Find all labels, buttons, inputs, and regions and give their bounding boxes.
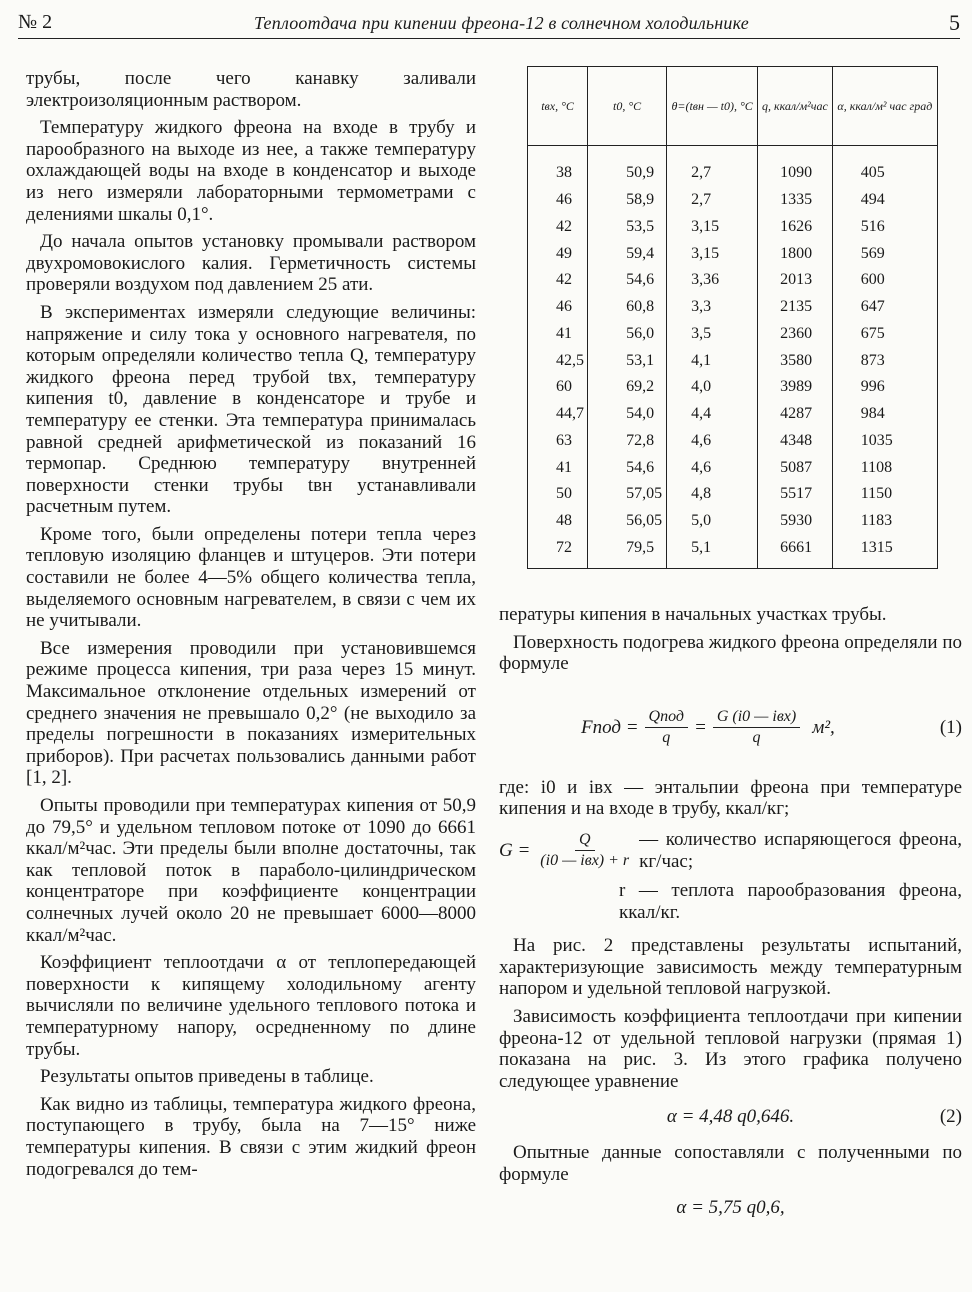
cell-alpha: 1108 — [832, 454, 937, 481]
table-row — [528, 427, 938, 454]
cell-alpha: 873 — [832, 347, 937, 374]
cell-q: 3580 — [758, 347, 833, 374]
table-body — [528, 146, 938, 569]
column-header-theta: θ=(tвн — t0), °C — [667, 67, 758, 146]
paragraph: На рис. 2 представлены результаты испытаний, характеризующие зависимость между температурным напором и удельной тепловой нагрузкой. — [499, 935, 962, 1000]
cell-theta: 3,5 — [667, 320, 758, 347]
paragraph: пературы кипения в начальных участках трубы. — [499, 604, 887, 625]
cell-theta: 3,36 — [667, 267, 758, 294]
table-row — [528, 534, 938, 568]
denominator: q — [752, 729, 761, 747]
cell-t-in: 63 — [528, 427, 588, 454]
cell-q: 5517 — [758, 481, 833, 508]
formula-3 — [499, 1196, 962, 1220]
left-column — [26, 68, 476, 1180]
cell-t-in: 41 — [528, 454, 588, 481]
cell-t-in: 44,7 — [528, 400, 588, 427]
page-number: 5 — [949, 10, 960, 35]
table-row — [528, 507, 938, 534]
cell-alpha: 516 — [832, 213, 937, 240]
cell-t0: 79,5 — [588, 534, 667, 568]
cell-q: 1800 — [758, 240, 833, 267]
cell-theta: 3,15 — [667, 240, 758, 267]
paragraph: Опытные данные сопоставляли с полученными по формуле — [499, 1142, 962, 1185]
formula-1 — [499, 705, 962, 751]
cell-t0: 54,0 — [588, 400, 667, 427]
definition-enthalpy: где: i0 и iвх — энтальпии фреона при температуре кипения и на входе в трубу, ккал/кг; — [499, 776, 962, 820]
page-header — [18, 8, 960, 39]
cell-t-in: 41 — [528, 320, 588, 347]
cell-q: 3989 — [758, 374, 833, 401]
cell-t-in: 60 — [528, 374, 588, 401]
cell-t0: 53,1 — [588, 347, 667, 374]
running-title: Теплоотдача при кипении фреона-12 в солнечном холодильнике — [254, 13, 749, 33]
cell-t-in: 49 — [528, 240, 588, 267]
cell-q: 4287 — [758, 400, 833, 427]
cell-theta: 4,1 — [667, 347, 758, 374]
cell-alpha: 569 — [832, 240, 937, 267]
cell-q: 1626 — [758, 213, 833, 240]
table-row — [528, 454, 938, 481]
formula-lhs: G = — [499, 840, 531, 862]
cell-alpha: 675 — [832, 320, 937, 347]
table-row — [528, 347, 938, 374]
cell-theta: 4,6 — [667, 454, 758, 481]
cell-alpha: 1315 — [832, 534, 937, 568]
cell-t0: 57,05 — [588, 481, 667, 508]
cell-t0: 54,6 — [588, 267, 667, 294]
table-row — [528, 481, 938, 508]
cell-q: 6661 — [758, 534, 833, 568]
cell-theta: 2,7 — [667, 187, 758, 214]
cell-t-in: 42 — [528, 213, 588, 240]
column-header-q: q, ккал/м²час — [758, 67, 833, 146]
paragraph: Все измерения проводили при установившемся режиме процесса кипения, три раза через 15 минут. Максимальное отклонение отдельных измерений от среднего значения не превышало 0,2° (не выходило за пределы погрешности в показаниях измерительных приборов). При расчетах пользовались данными работ [1, 2]. — [26, 637, 476, 789]
cell-t-in: 42,5 — [528, 347, 588, 374]
cell-t-in: 48 — [528, 507, 588, 534]
table-row — [528, 146, 938, 187]
table-row — [528, 267, 938, 294]
paragraph: В экспериментах измеряли следующие величины: напряжение и силу тока у основного нагревателя, по которым определяли количество тепла Q, температуру жидкого фреона перед трубой tвх, температуру кипения t0, давление в конденсаторе и трубе и температуру ее стенки. Эта температура принималась равной средней арифметической из показаний 16 термопар. Среднюю температуру внутренней поверхности стенки трубы tвн устанавливали расчетным путем. — [26, 301, 476, 518]
equation-number: (1) — [939, 716, 962, 738]
cell-t0: 58,9 — [588, 187, 667, 214]
formula-g — [499, 828, 962, 874]
table-row — [528, 294, 938, 321]
cell-t0: 54,6 — [588, 454, 667, 481]
paragraph: Кроме того, были определены потери тепла через тепловую изоляцию фланцев и штуцеров. Эти потери составили не более 4—5% общего количества тепла, выделяемого основным нагревателем, в связи с чем их не учитывали. — [26, 523, 476, 632]
cell-t0: 53,5 — [588, 213, 667, 240]
cell-theta: 5,1 — [667, 534, 758, 568]
cell-alpha: 1150 — [832, 481, 937, 508]
cell-theta: 4,4 — [667, 400, 758, 427]
journal-issue-number: № 2 — [18, 11, 53, 33]
cell-t-in: 42 — [528, 267, 588, 294]
numerator: Q — [575, 830, 595, 851]
cell-t0: 56,05 — [588, 507, 667, 534]
cell-alpha: 494 — [832, 187, 937, 214]
fraction — [645, 707, 688, 748]
cell-t-in: 38 — [528, 146, 588, 187]
cell-alpha: 600 — [832, 267, 937, 294]
numerator: G (i0 — iвх) — [713, 707, 800, 728]
cell-t-in: 72 — [528, 534, 588, 568]
cell-theta: 4,8 — [667, 481, 758, 508]
formula-text: α = 5,75 q0,6, — [676, 1196, 785, 1218]
cell-t0: 56,0 — [588, 320, 667, 347]
fraction — [713, 707, 800, 748]
cell-q: 2135 — [758, 294, 833, 321]
cell-q: 5930 — [758, 507, 833, 534]
paragraph: Температуру жидкого фреона на входе в трубу и парообразного на выходе из нее, а также температуру охлаждающей воды на входе в конденсатор и выходе из него измеряли лабораторными термометрами с делениями шкалы 0,1°. — [26, 117, 476, 225]
table-row — [528, 374, 938, 401]
fraction — [536, 830, 633, 871]
paragraph: Опыты проводили при температурах кипения от 50,9 до 79,5° и удельном тепловом потоке от 1090 до 6661 ккал/м²час. Эти пределы были вполне достаточны, так как тепловой поток в параболо-цилиндрическом концентраторе при коэффициенте концентрации солнечных лучей около 20 не превышает 6000—8000 ккал/м²час. — [26, 795, 476, 946]
cell-q: 1090 — [758, 146, 833, 187]
cell-t0: 60,8 — [588, 294, 667, 321]
cell-q: 1335 — [758, 187, 833, 214]
cell-theta: 4,0 — [667, 374, 758, 401]
column-header-t-in: tвх, °C — [528, 67, 588, 146]
formula-text: α = 4,48 q0,646. — [666, 1105, 795, 1127]
cell-q: 5087 — [758, 454, 833, 481]
denominator: q — [662, 729, 671, 747]
table-row — [528, 213, 938, 240]
cell-q: 4348 — [758, 427, 833, 454]
cell-t-in: 50 — [528, 481, 588, 508]
table-row — [528, 320, 938, 347]
column-header-alpha: α, ккал/м² час град — [832, 67, 937, 146]
cell-theta: 3,3 — [667, 294, 758, 321]
formula-unit: м², — [812, 716, 835, 738]
paragraph: Поверхность подогрева жидкого фреона определяли по формуле — [499, 631, 962, 675]
cell-alpha: 984 — [832, 400, 937, 427]
cell-t0: 50,9 — [588, 146, 667, 187]
cell-theta: 5,0 — [667, 507, 758, 534]
column-header-t0: t0, °C — [588, 67, 667, 146]
formula-2 — [499, 1104, 962, 1128]
table-row — [528, 400, 938, 427]
definition-g: — количество испаряющегося фреона, кг/час; — [639, 829, 962, 872]
paragraph: трубы, после чего канавку заливали электроизоляционным раствором. — [26, 68, 476, 111]
cell-theta: 3,15 — [667, 213, 758, 240]
paragraph: Коэффициент теплоотдачи α от теплопередающей поверхности к кипящему холодильному агенту вычисляли по величине удельного теплового потока и температурному напору, осредненному по длине трубы. — [26, 952, 476, 1060]
definition-r: r — теплота парообразования фреона, ккал/кг. — [619, 879, 962, 923]
paragraph: Зависимость коэффициента теплоотдачи при кипении фреона-12 от удельной тепловой нагрузки (прямая 1) показана на рис. 3. Из этого графика получено следующее уравнение — [499, 1005, 962, 1092]
cell-alpha: 405 — [832, 146, 937, 187]
cell-q: 2360 — [758, 320, 833, 347]
table-row — [528, 187, 938, 214]
table-row — [528, 240, 938, 267]
cell-t-in: 46 — [528, 294, 588, 321]
cell-theta: 4,6 — [667, 427, 758, 454]
cell-t0: 59,4 — [588, 240, 667, 267]
numerator: Qпод — [645, 707, 688, 728]
cell-theta: 2,7 — [667, 146, 758, 187]
paragraph: Результаты опытов приведены в таблице. — [40, 1066, 374, 1088]
cell-alpha: 1035 — [832, 427, 937, 454]
denominator: (i0 — iвх) + r — [540, 852, 630, 870]
right-column — [499, 604, 962, 1220]
equation-number: (2) — [939, 1105, 962, 1127]
paragraph: До начала опытов установку промывали раствором двухромовокислого калия. Герметичность системы проверяли воздухом под давлением 25 ати. — [26, 231, 476, 296]
cell-t0: 72,8 — [588, 427, 667, 454]
paragraph: Как видно из таблицы, температура жидкого фреона, поступающего в трубу, была на 7—15° ниже температуры кипения. В связи с этим жидкий фреон подогревался до тем- — [26, 1093, 476, 1180]
results-table — [527, 66, 938, 569]
cell-alpha: 647 — [832, 294, 937, 321]
cell-q: 2013 — [758, 267, 833, 294]
cell-t0: 69,2 — [588, 374, 667, 401]
cell-t-in: 46 — [528, 187, 588, 214]
cell-alpha: 1183 — [832, 507, 937, 534]
table-header-row — [528, 67, 938, 146]
cell-alpha: 996 — [832, 374, 937, 401]
formula-lhs: Fпод = — [581, 716, 639, 738]
equals-sign: = — [693, 716, 707, 738]
